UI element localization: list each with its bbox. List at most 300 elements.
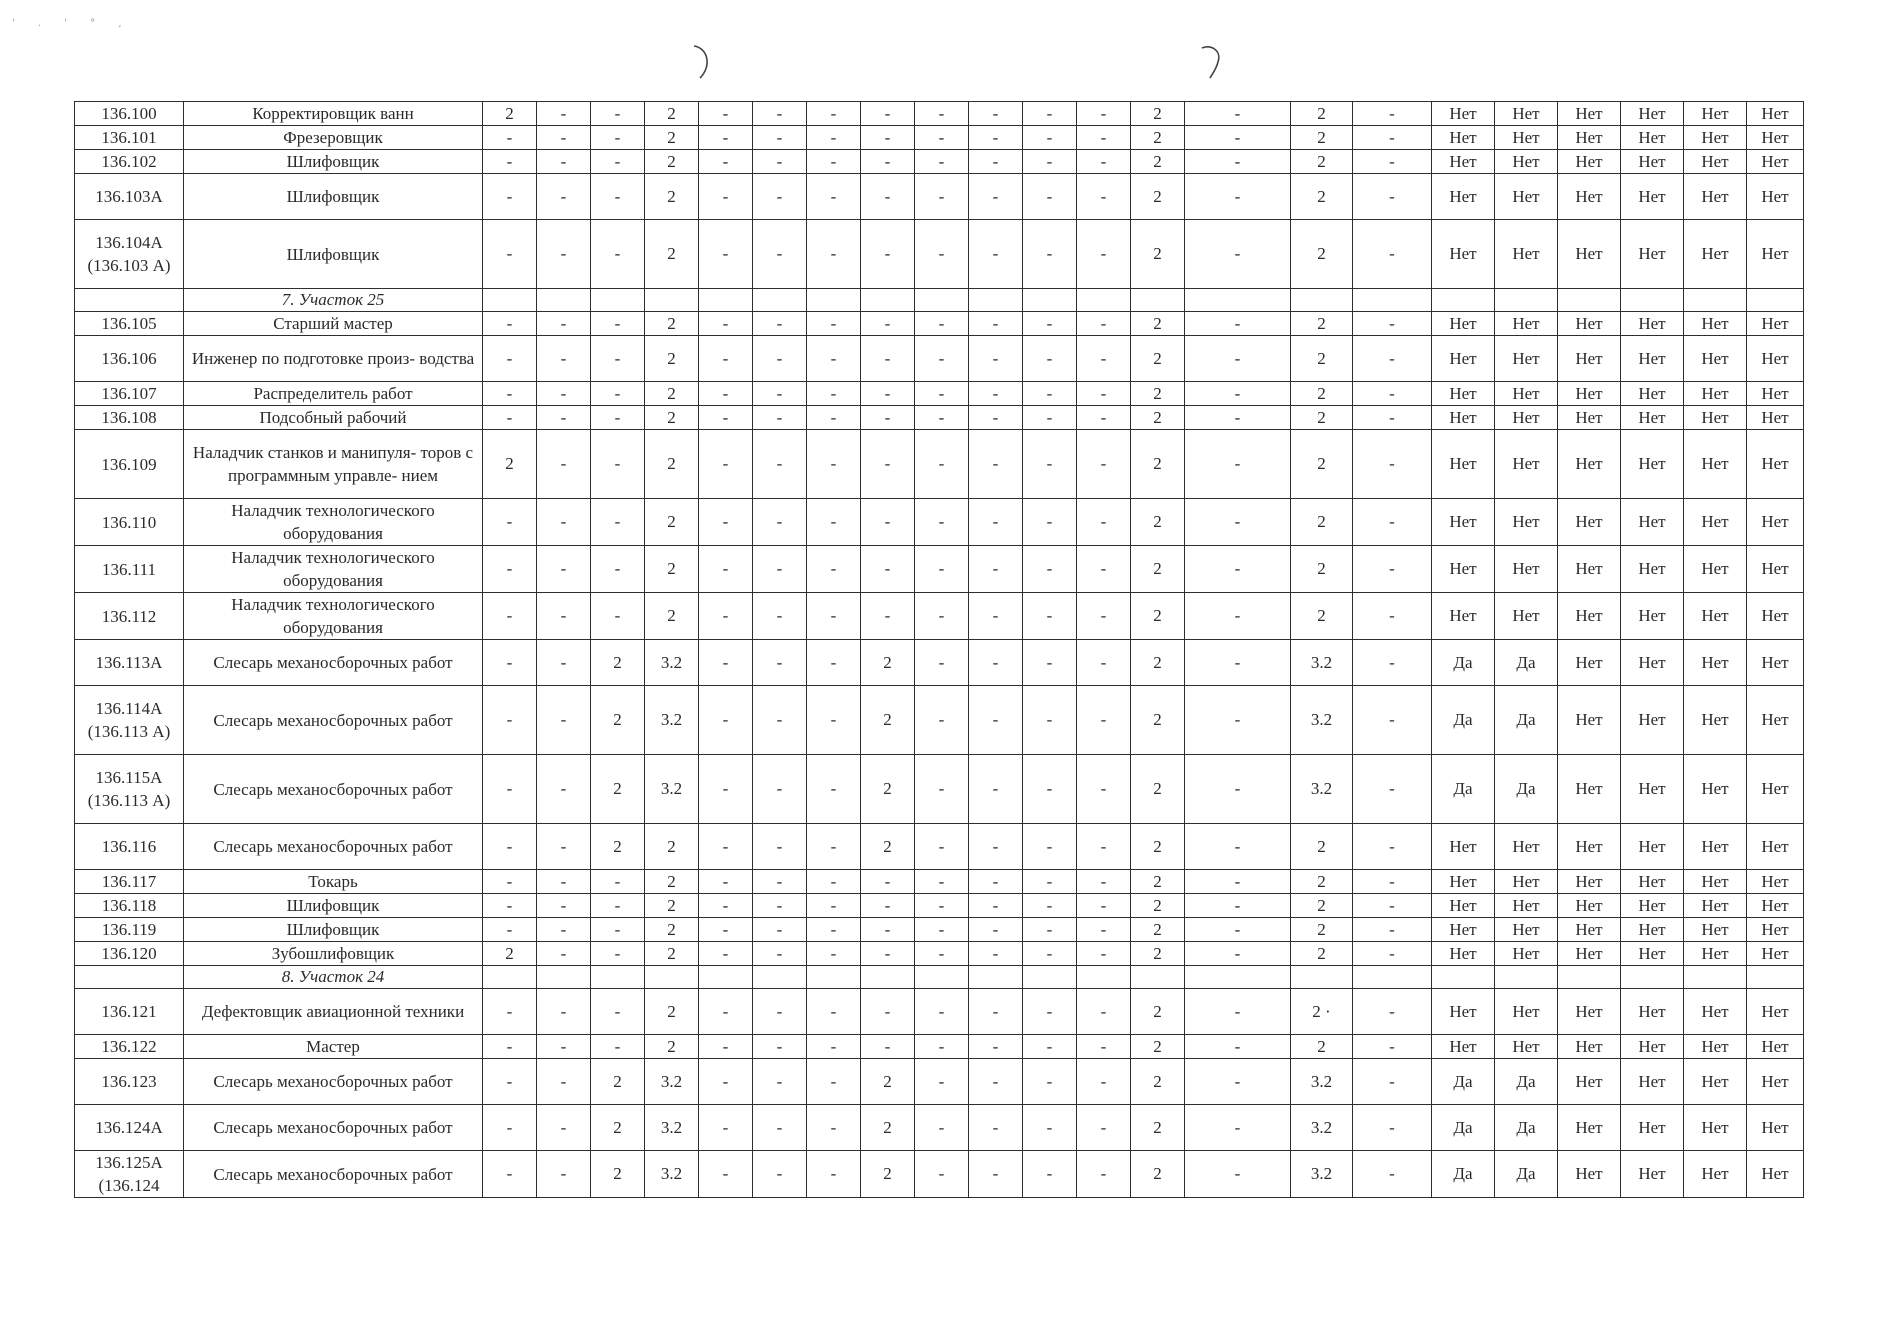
section-empty-cell (1621, 289, 1684, 312)
factor-class-cell: - (1077, 312, 1131, 336)
section-empty-cell (915, 966, 969, 989)
factor-class-cell: - (753, 312, 807, 336)
profession-name: Слесарь механосборочных работ (184, 640, 483, 686)
factor-class-cell: - (1353, 312, 1432, 336)
guarantee-flag-cell: Нет (1558, 499, 1621, 546)
factor-class-cell: 3.2 (645, 1059, 699, 1105)
factor-class-cell: - (483, 686, 537, 755)
factor-class-cell: 2 (1291, 126, 1353, 150)
factor-class-cell: - (591, 894, 645, 918)
factor-class-cell: - (969, 1105, 1023, 1151)
factor-class-cell: - (1077, 686, 1131, 755)
factor-class-cell: - (807, 755, 861, 824)
profession-name: Корректировщик ванн (184, 102, 483, 126)
factor-class-cell: - (1353, 1105, 1432, 1151)
factor-class-cell: 2 (1291, 870, 1353, 894)
factor-class-cell: - (753, 1151, 807, 1198)
table-body (75, 102, 1804, 1198)
factor-class-cell: - (699, 1151, 753, 1198)
factor-class-cell: - (753, 593, 807, 640)
factor-class-cell: - (915, 824, 969, 870)
factor-class-cell: - (537, 1105, 591, 1151)
factor-class-cell: 2 (591, 755, 645, 824)
factor-class-cell: - (1023, 499, 1077, 546)
factor-class-cell: 2 (591, 640, 645, 686)
section-empty-cell (1621, 966, 1684, 989)
guarantee-flag-cell: Нет (1621, 499, 1684, 546)
guarantee-flag-cell: Нет (1432, 336, 1495, 382)
section-empty-cell (1558, 966, 1621, 989)
factor-class-cell: 2 (1131, 918, 1185, 942)
profession-name: Распределитель работ (184, 382, 483, 406)
factor-class-cell: - (1023, 150, 1077, 174)
guarantee-flag-cell: Нет (1558, 150, 1621, 174)
workplace-code: 136.117 (75, 870, 184, 894)
guarantee-flag-cell: Нет (1684, 150, 1747, 174)
guarantee-flag-cell: Да (1432, 1151, 1495, 1198)
factor-class-cell: - (699, 942, 753, 966)
guarantee-flag-cell: Нет (1495, 894, 1558, 918)
factor-class-cell: - (915, 1105, 969, 1151)
guarantee-flag-cell: Нет (1432, 499, 1495, 546)
factor-class-cell: - (537, 150, 591, 174)
guarantee-flag-cell: Нет (1684, 126, 1747, 150)
factor-class-cell: 2 (645, 989, 699, 1035)
profession-name: Наладчик технологического оборудования (184, 593, 483, 640)
factor-class-cell: - (1023, 1151, 1077, 1198)
factor-class-cell: - (1185, 406, 1291, 430)
guarantee-flag-cell: Нет (1558, 894, 1621, 918)
factor-class-cell: 2 (1131, 1035, 1185, 1059)
factor-class-cell: 2 (645, 942, 699, 966)
guarantee-flag-cell: Нет (1495, 989, 1558, 1035)
factor-class-cell: - (1353, 430, 1432, 499)
factor-class-cell: 2 (1131, 640, 1185, 686)
factor-class-cell: - (1185, 640, 1291, 686)
guarantee-flag-cell: Нет (1621, 150, 1684, 174)
factor-class-cell: - (699, 1035, 753, 1059)
factor-class-cell: - (753, 102, 807, 126)
section-empty-cell (1131, 289, 1185, 312)
guarantee-flag-cell: Нет (1621, 1105, 1684, 1151)
factor-class-cell: - (753, 824, 807, 870)
factor-class-cell: - (1023, 1059, 1077, 1105)
workplace-code: 136.116 (75, 824, 184, 870)
table-row (75, 1151, 1804, 1198)
factor-class-cell: - (537, 989, 591, 1035)
factor-class-cell: 3.2 (645, 1151, 699, 1198)
guarantee-flag-cell: Нет (1558, 126, 1621, 150)
profession-name: Токарь (184, 870, 483, 894)
section-empty-cell (969, 289, 1023, 312)
guarantee-flag-cell: Нет (1621, 870, 1684, 894)
workplace-code: 136.109 (75, 430, 184, 499)
factor-class-cell: - (861, 546, 915, 593)
factor-class-cell: - (969, 1151, 1023, 1198)
guarantee-flag-cell: Нет (1558, 755, 1621, 824)
guarantee-flag-cell: Да (1495, 686, 1558, 755)
guarantee-flag-cell: Нет (1684, 989, 1747, 1035)
factor-class-cell: - (861, 989, 915, 1035)
factor-class-cell: - (1185, 824, 1291, 870)
table-row (75, 150, 1804, 174)
factor-class-cell: - (537, 499, 591, 546)
factor-class-cell: - (1185, 336, 1291, 382)
factor-class-cell: 2 (1291, 499, 1353, 546)
factor-class-cell: - (969, 430, 1023, 499)
factor-class-cell: 2 (645, 174, 699, 220)
guarantee-flag-cell: Нет (1558, 1035, 1621, 1059)
factor-class-cell: - (915, 894, 969, 918)
factor-class-cell: - (915, 1151, 969, 1198)
guarantee-flag-cell: Нет (1684, 755, 1747, 824)
factor-class-cell: - (969, 336, 1023, 382)
workplace-code: 136.115А (136.113 А) (75, 755, 184, 824)
factor-class-cell: 2 (591, 1151, 645, 1198)
factor-class-cell: - (1353, 336, 1432, 382)
factor-class-cell: - (537, 312, 591, 336)
factor-class-cell: 3.2 (1291, 1105, 1353, 1151)
factor-class-cell: 2 (1131, 126, 1185, 150)
guarantee-flag-cell: Нет (1621, 918, 1684, 942)
guarantee-flag-cell: Нет (1684, 382, 1747, 406)
guarantee-flag-cell: Нет (1558, 989, 1621, 1035)
section-empty-cell (969, 966, 1023, 989)
factor-class-cell: 2 (483, 430, 537, 499)
section-empty-cell (483, 289, 537, 312)
guarantee-flag-cell: Нет (1432, 942, 1495, 966)
factor-class-cell: - (591, 102, 645, 126)
factor-class-cell: - (915, 312, 969, 336)
guarantee-flag-cell: Нет (1621, 989, 1684, 1035)
guarantee-flag-cell: Да (1432, 1105, 1495, 1151)
guarantee-flag-cell: Нет (1684, 894, 1747, 918)
section-empty-cell (1023, 289, 1077, 312)
guarantee-flag-cell: Нет (1558, 593, 1621, 640)
guarantee-flag-cell: Да (1432, 1059, 1495, 1105)
guarantee-flag-cell: Нет (1621, 640, 1684, 686)
factor-class-cell: 2 · (1291, 989, 1353, 1035)
factor-class-cell: - (969, 1035, 1023, 1059)
factor-class-cell: - (1077, 150, 1131, 174)
section-row (75, 289, 1804, 312)
guarantee-flag-cell: Нет (1558, 918, 1621, 942)
guarantee-flag-cell: Нет (1432, 126, 1495, 150)
guarantee-flag-cell: Нет (1495, 382, 1558, 406)
guarantee-flag-cell: Нет (1747, 312, 1804, 336)
factor-class-cell: - (753, 686, 807, 755)
factor-class-cell: - (1023, 942, 1077, 966)
section-empty-cell (1353, 289, 1432, 312)
factor-class-cell: 3.2 (1291, 1151, 1353, 1198)
factor-class-cell: - (807, 102, 861, 126)
factor-class-cell: - (1353, 1151, 1432, 1198)
factor-class-cell: - (969, 220, 1023, 289)
factor-class-cell: - (915, 220, 969, 289)
factor-class-cell: - (753, 126, 807, 150)
table-row (75, 220, 1804, 289)
factor-class-cell: 2 (1131, 150, 1185, 174)
factor-class-cell: 2 (591, 1059, 645, 1105)
factor-class-cell: - (699, 824, 753, 870)
workplace-code: 136.124А (75, 1105, 184, 1151)
guarantee-flag-cell: Нет (1432, 102, 1495, 126)
factor-class-cell: - (537, 755, 591, 824)
factor-class-cell: 2 (645, 546, 699, 593)
factor-class-cell: - (915, 1059, 969, 1105)
profession-name: Слесарь механосборочных работ (184, 686, 483, 755)
factor-class-cell: 2 (1291, 430, 1353, 499)
factor-class-cell: 3.2 (1291, 640, 1353, 686)
guarantee-flag-cell: Нет (1684, 174, 1747, 220)
guarantee-flag-cell: Да (1432, 686, 1495, 755)
guarantee-flag-cell: Нет (1432, 546, 1495, 593)
section-empty-cell (699, 966, 753, 989)
guarantee-flag-cell: Нет (1495, 312, 1558, 336)
profession-name: Шлифовщик (184, 894, 483, 918)
guarantee-flag-cell: Нет (1495, 593, 1558, 640)
factor-class-cell: - (483, 312, 537, 336)
factor-class-cell: - (969, 546, 1023, 593)
factor-class-cell: - (753, 220, 807, 289)
section-empty-cell (1077, 289, 1131, 312)
factor-class-cell: - (753, 755, 807, 824)
factor-class-cell: - (1353, 406, 1432, 430)
factor-class-cell: - (1023, 174, 1077, 220)
guarantee-flag-cell: Нет (1558, 220, 1621, 289)
guarantee-flag-cell: Нет (1621, 942, 1684, 966)
factor-class-cell: 2 (1291, 894, 1353, 918)
factor-class-cell: 2 (1131, 989, 1185, 1035)
factor-class-cell: - (915, 870, 969, 894)
factor-class-cell: - (969, 942, 1023, 966)
factor-class-cell: - (969, 312, 1023, 336)
factor-class-cell: - (1353, 102, 1432, 126)
factor-class-cell: 2 (483, 942, 537, 966)
factor-class-cell: - (537, 382, 591, 406)
factor-class-cell: - (1353, 894, 1432, 918)
factor-class-cell: - (483, 546, 537, 593)
section-empty-cell (915, 289, 969, 312)
guarantee-flag-cell: Нет (1432, 989, 1495, 1035)
factor-class-cell: - (1077, 640, 1131, 686)
factor-class-cell: - (1077, 755, 1131, 824)
guarantee-flag-cell: Нет (1558, 686, 1621, 755)
section-empty-cell (1291, 289, 1353, 312)
factor-class-cell: - (1185, 894, 1291, 918)
factor-class-cell: - (483, 406, 537, 430)
factor-class-cell: - (807, 593, 861, 640)
guarantee-flag-cell: Нет (1747, 686, 1804, 755)
factor-class-cell: - (915, 755, 969, 824)
factor-class-cell: - (969, 499, 1023, 546)
factor-class-cell: - (753, 174, 807, 220)
guarantee-flag-cell: Нет (1558, 430, 1621, 499)
factor-class-cell: - (861, 406, 915, 430)
factor-class-cell: - (483, 1059, 537, 1105)
workplace-code: 136.105 (75, 312, 184, 336)
factor-class-cell: 2 (645, 870, 699, 894)
workplace-code: 136.104А (136.103 А) (75, 220, 184, 289)
factor-class-cell: - (483, 824, 537, 870)
section-empty-cell (1684, 289, 1747, 312)
factor-class-cell: - (915, 1035, 969, 1059)
factor-class-cell: - (969, 1059, 1023, 1105)
guarantee-flag-cell: Нет (1684, 1059, 1747, 1105)
guarantee-flag-cell: Нет (1621, 755, 1684, 824)
table-row (75, 499, 1804, 546)
table-row (75, 174, 1804, 220)
table-row (75, 989, 1804, 1035)
factor-class-cell: 2 (1291, 220, 1353, 289)
factor-class-cell: - (807, 174, 861, 220)
table-row (75, 640, 1804, 686)
factor-class-cell: - (1077, 918, 1131, 942)
guarantee-flag-cell: Нет (1432, 312, 1495, 336)
factor-class-cell: 2 (645, 312, 699, 336)
section-empty-cell (807, 966, 861, 989)
profession-name: Зубошлифовщик (184, 942, 483, 966)
guarantee-flag-cell: Нет (1495, 870, 1558, 894)
factor-class-cell: 2 (1131, 406, 1185, 430)
factor-class-cell: - (1077, 430, 1131, 499)
factor-class-cell: - (699, 382, 753, 406)
factor-class-cell: - (861, 430, 915, 499)
factor-class-cell: - (591, 220, 645, 289)
guarantee-flag-cell: Нет (1684, 546, 1747, 593)
factor-class-cell: - (483, 382, 537, 406)
factor-class-cell: - (699, 989, 753, 1035)
guarantee-flag-cell: Нет (1621, 382, 1684, 406)
section-row (75, 966, 1804, 989)
profession-name: Подсобный рабочий (184, 406, 483, 430)
factor-class-cell: 2 (1131, 382, 1185, 406)
factor-class-cell: 2 (1291, 546, 1353, 593)
workplace-code: 136.114А (136.113 А) (75, 686, 184, 755)
factor-class-cell: 2 (1131, 870, 1185, 894)
section-title: 7. Участок 25 (184, 289, 483, 312)
factor-class-cell: 2 (1131, 1151, 1185, 1198)
factor-class-cell: - (537, 942, 591, 966)
factor-class-cell: - (1077, 989, 1131, 1035)
profession-name: Наладчик технологического оборудования (184, 499, 483, 546)
factor-class-cell: - (807, 336, 861, 382)
section-title: 8. Участок 24 (184, 966, 483, 989)
factor-class-cell: - (537, 174, 591, 220)
guarantee-flag-cell: Да (1495, 1059, 1558, 1105)
section-empty-cell (1432, 289, 1495, 312)
factor-class-cell: 2 (1131, 824, 1185, 870)
section-empty-cell (1023, 966, 1077, 989)
section-empty-cell (753, 289, 807, 312)
factor-class-cell: - (537, 1035, 591, 1059)
factor-class-cell: - (483, 1035, 537, 1059)
factor-class-cell: - (807, 989, 861, 1035)
workplace-code: 136.113А (75, 640, 184, 686)
guarantee-flag-cell: Нет (1684, 1151, 1747, 1198)
factor-class-cell: 3.2 (1291, 686, 1353, 755)
factor-class-cell: - (969, 870, 1023, 894)
workplace-code: 136.121 (75, 989, 184, 1035)
factor-class-cell: - (699, 220, 753, 289)
factor-class-cell: - (807, 870, 861, 894)
factor-class-cell: 3.2 (645, 755, 699, 824)
factor-class-cell: - (1077, 824, 1131, 870)
factor-class-cell: - (537, 894, 591, 918)
profession-name: Шлифовщик (184, 174, 483, 220)
factor-class-cell: - (1353, 1035, 1432, 1059)
guarantee-flag-cell: Нет (1747, 1105, 1804, 1151)
section-empty-cell (537, 289, 591, 312)
workplace-code: 136.122 (75, 1035, 184, 1059)
guarantee-flag-cell: Нет (1621, 1035, 1684, 1059)
guarantee-flag-cell: Нет (1747, 640, 1804, 686)
section-empty-cell (1684, 966, 1747, 989)
factor-class-cell: - (1185, 150, 1291, 174)
guarantee-flag-cell: Нет (1747, 824, 1804, 870)
factor-class-cell: 2 (645, 430, 699, 499)
factor-class-cell: - (807, 640, 861, 686)
profession-name: Инженер по подготовке произ- водства (184, 336, 483, 382)
factor-class-cell: - (699, 174, 753, 220)
table-row (75, 406, 1804, 430)
factor-class-cell: - (1353, 499, 1432, 546)
factor-class-cell: 2 (645, 336, 699, 382)
guarantee-flag-cell: Нет (1684, 1105, 1747, 1151)
factor-class-cell: - (537, 824, 591, 870)
factor-class-cell: - (753, 894, 807, 918)
guarantee-flag-cell: Нет (1747, 918, 1804, 942)
factor-class-cell: - (537, 686, 591, 755)
factor-class-cell: - (807, 150, 861, 174)
profession-name: Наладчик технологического оборудования (184, 546, 483, 593)
factor-class-cell: 2 (645, 593, 699, 640)
guarantee-flag-cell: Нет (1747, 150, 1804, 174)
factor-class-cell: - (1353, 382, 1432, 406)
factor-class-cell: 2 (1291, 174, 1353, 220)
factor-class-cell: - (483, 989, 537, 1035)
factor-class-cell: - (861, 312, 915, 336)
factor-class-cell: 2 (1131, 312, 1185, 336)
factor-class-cell: - (1353, 755, 1432, 824)
factor-class-cell: 2 (645, 382, 699, 406)
table-row (75, 312, 1804, 336)
factor-class-cell: - (1023, 870, 1077, 894)
section-empty-cell (645, 289, 699, 312)
guarantee-flag-cell: Нет (1684, 499, 1747, 546)
factor-class-cell: - (753, 989, 807, 1035)
factor-class-cell: - (537, 220, 591, 289)
factor-class-cell: - (483, 755, 537, 824)
guarantee-flag-cell: Нет (1684, 870, 1747, 894)
factor-class-cell: - (591, 499, 645, 546)
guarantee-flag-cell: Нет (1432, 406, 1495, 430)
factor-class-cell: - (1023, 382, 1077, 406)
factor-class-cell: - (969, 894, 1023, 918)
factor-class-cell: - (1023, 102, 1077, 126)
guarantee-flag-cell: Нет (1495, 336, 1558, 382)
section-empty-cell (1291, 966, 1353, 989)
factor-class-cell: - (1353, 640, 1432, 686)
factor-class-cell: - (591, 989, 645, 1035)
factor-class-cell: - (1185, 686, 1291, 755)
factor-class-cell: 2 (645, 1035, 699, 1059)
guarantee-flag-cell: Нет (1747, 1151, 1804, 1198)
factor-class-cell: - (1185, 312, 1291, 336)
factor-class-cell: - (969, 406, 1023, 430)
table-row (75, 1105, 1804, 1151)
factor-class-cell: - (1077, 593, 1131, 640)
